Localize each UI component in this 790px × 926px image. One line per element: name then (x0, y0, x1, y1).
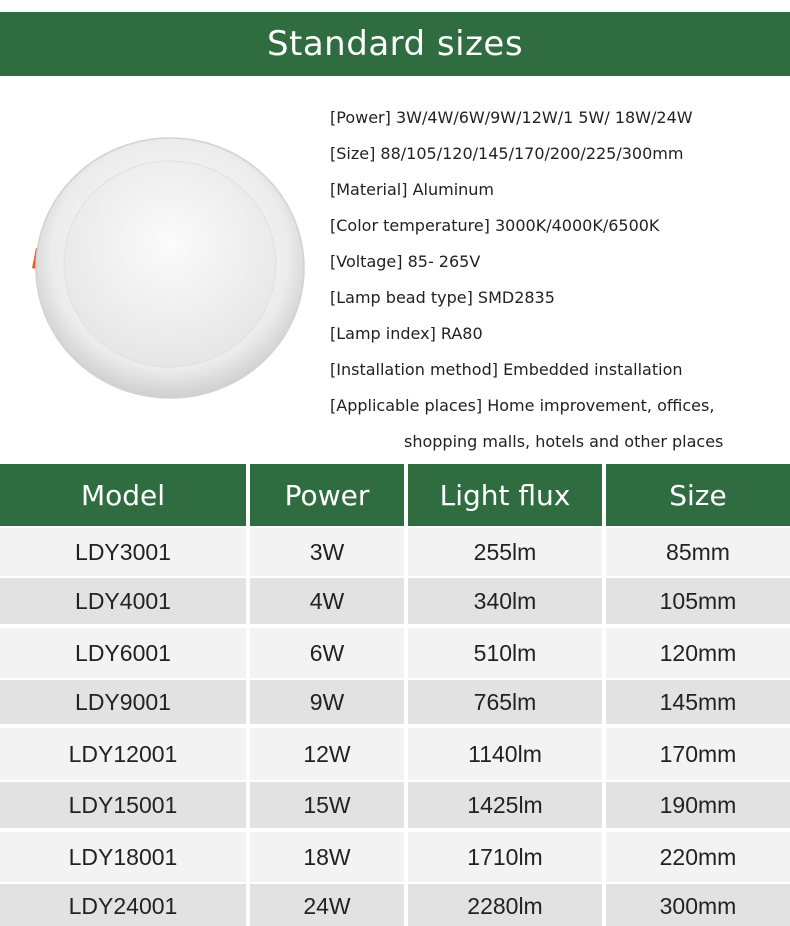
cell-light-flux: 1140lm (408, 728, 602, 780)
table-row (0, 680, 790, 724)
spec-installation-method: [Installation method] Embedded installation (330, 360, 683, 379)
cell-power: 6W (250, 628, 404, 678)
cell-power: 15W (250, 782, 404, 828)
cell-model: LDY3001 (0, 528, 246, 576)
cell-light-flux: 255lm (408, 528, 602, 576)
spec-power: [Power] 3W/4W/6W/9W/12W/1 5W/ 18W/24W (330, 108, 693, 127)
spec-applicable-places-continued: shopping malls, hotels and other places (404, 432, 724, 451)
cell-light-flux: 2280lm (408, 884, 602, 926)
cell-size: 145mm (606, 680, 790, 724)
size-table (0, 464, 790, 926)
page-title: Standard sizes (266, 24, 524, 64)
spec-material: [Material] Aluminum (330, 180, 494, 199)
cell-size: 300mm (606, 884, 790, 926)
cell-model: LDY6001 (0, 628, 246, 678)
product-image (28, 134, 316, 412)
cell-size: 85mm (606, 528, 790, 576)
cell-model: LDY18001 (0, 832, 246, 882)
column-header-size: Size (606, 464, 790, 526)
cell-light-flux: 1425lm (408, 782, 602, 828)
cell-model: LDY4001 (0, 578, 246, 624)
cell-power: 9W (250, 680, 404, 724)
cell-model: LDY12001 (0, 728, 246, 780)
table-row (0, 628, 790, 678)
cell-power: 24W (250, 884, 404, 926)
cell-light-flux: 510lm (408, 628, 602, 678)
cell-light-flux: 765lm (408, 680, 602, 724)
table-row (0, 528, 790, 576)
header-banner (0, 12, 790, 76)
column-header-light-flux: Light flux (408, 464, 602, 526)
cell-model: LDY9001 (0, 680, 246, 724)
cell-model: LDY15001 (0, 782, 246, 828)
cell-size: 170mm (606, 728, 790, 780)
cell-size: 190mm (606, 782, 790, 828)
cell-power: 12W (250, 728, 404, 780)
round-led-panel-light-icon (28, 134, 316, 412)
cell-model: LDY24001 (0, 884, 246, 926)
cell-size: 120mm (606, 628, 790, 678)
spec-voltage: [Voltage] 85- 265V (330, 252, 481, 271)
spec-list (330, 100, 780, 460)
spec-color-temperature: [Color temperature] 3000K/4000K/6500K (330, 216, 660, 235)
column-header-power: Power (250, 464, 404, 526)
table-header (0, 464, 790, 526)
table-row (0, 884, 790, 926)
table-row (0, 728, 790, 780)
spec-lamp-bead-type: [Lamp bead type] SMD2835 (330, 288, 555, 307)
cell-size: 220mm (606, 832, 790, 882)
table-row (0, 832, 790, 882)
cell-power: 18W (250, 832, 404, 882)
spec-size: [Size] 88/105/120/145/170/200/225/300mm (330, 144, 684, 163)
cell-light-flux: 340lm (408, 578, 602, 624)
cell-size: 105mm (606, 578, 790, 624)
table-row (0, 782, 790, 828)
column-header-model: Model (0, 464, 246, 526)
spec-applicable-places: [Applicable places] Home improvement, offices, (330, 396, 715, 415)
spec-lamp-index: [Lamp index] RA80 (330, 324, 483, 343)
cell-power: 4W (250, 578, 404, 624)
table-row (0, 578, 790, 624)
cell-light-flux: 1710lm (408, 832, 602, 882)
cell-power: 3W (250, 528, 404, 576)
